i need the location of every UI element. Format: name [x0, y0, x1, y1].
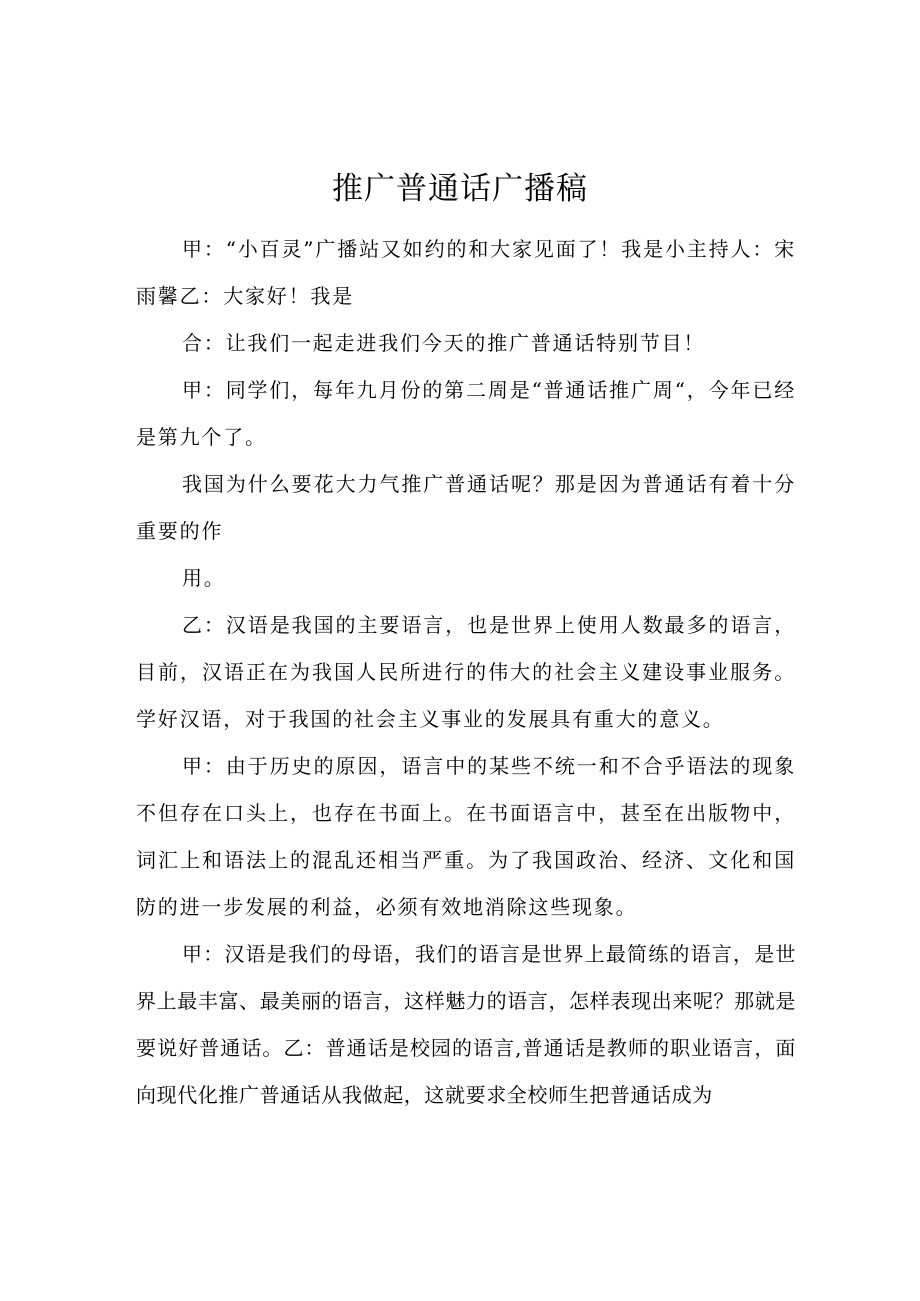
paragraph-2: 合：让我们一起走进我们今天的推广普通话特别节目！: [182, 331, 706, 355]
paragraph-7: 甲：由于历史的原因，语言中的某些不统一和不合乎语法的现象不但存在口头上，也存在书面上。在书面语言中，甚至在出版物中，词汇上和语法上的混乱还相当严重。为了我国政治、经济、文化和国防的进一步发展的利益，必须有效地消除这些现象。: [136, 754, 796, 919]
paragraph-5: 用。: [182, 566, 226, 590]
paragraph-8: 甲：汉语是我们的母语，我们的语言是世界上最简练的语言，是世界上最丰富、最美丽的语言，这样魅力的语言，怎样表现出来呢？那就是要说好普通话。乙：普通话是校园的语言,普通话是教师的职业语言，面向现代化推广普通话从我做起，这就要求全校师生把普通话成为: [136, 942, 796, 1107]
paragraph-6: 乙：汉语是我国的主要语言，也是世界上使用人数最多的语言，目前，汉语正在为我国人民所进行的伟大的社会主义建设事业服务。学好汉语，对于我国的社会主义事业的发展具有重大的意义。: [136, 613, 796, 731]
paragraph-4: 我国为什么要花大力气推广普通话呢？那是因为普通话有着十分重要的作: [136, 472, 796, 543]
paragraph-3: 甲：同学们，每年九月份的第二周是“普通话推广周“，今年已经是第九个了。: [136, 378, 796, 449]
paragraph-1: 甲：“小百灵”广播站又如约的和大家见面了！我是小主持人：宋雨馨乙：大家好！我是: [136, 237, 796, 308]
document-title: 推广普通话广播稿: [332, 171, 588, 207]
document-body: [136, 226, 796, 1119]
